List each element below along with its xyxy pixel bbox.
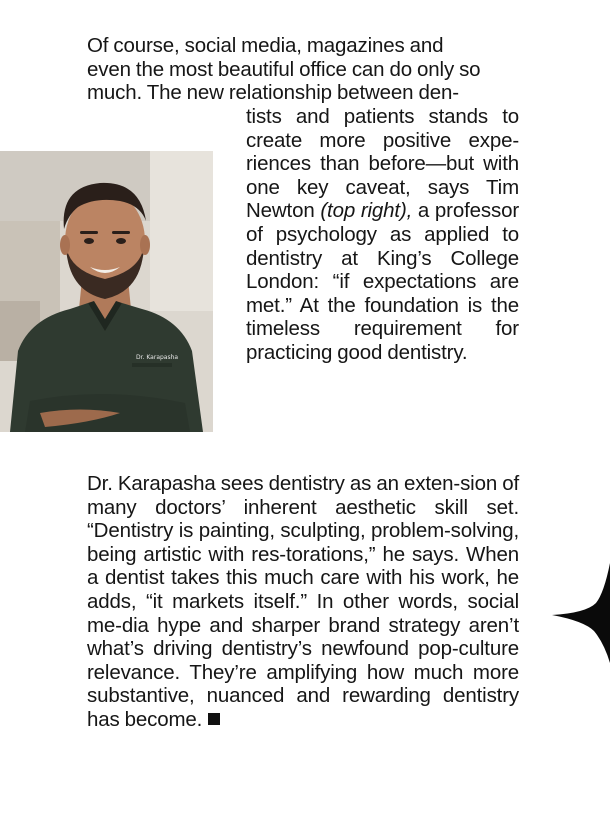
article-text: Dr. Karapasha sees dentistry as an exten-sion of many doctors’ inherent aesthetic skill set. “Dentistry is painting, sculpting, problem-solving, being artistic with res-torations,” he says. When a dentist takes this much care with his work, he adds, “it markets itself.” In other words, social me-dia hype and sharper brand strategy aren’t what’s driving dentistry’s newfound pop-culture relevance. They’re amplifying how much more substantive, nuanced and rewarding dentistry has become.: [87, 472, 519, 731]
article-text: a professor of psychology as applied to dentistry at King’s College London: “if expectations are met.” At the foundation is the timeless requirement for practicing good dentistry.: [246, 199, 520, 364]
end-of-article-mark: [208, 713, 220, 725]
dentist-portrait-photo: [0, 151, 213, 432]
article-text: tists and patients stands to create more positive expe-riences than before—but with one key caveat, says Tim Newton: [246, 105, 519, 223]
article-paragraph-2: [87, 472, 519, 732]
article-paragraph-1-top: [87, 34, 519, 105]
caption-reference: (top right),: [320, 199, 413, 223]
scrub-embroidery: Dr. Karapasha: [136, 354, 179, 361]
article-line: much. The new relationship between den-: [87, 81, 459, 105]
decorative-star-shape: [552, 563, 610, 663]
article-line: even the most beautiful office can do only so: [87, 57, 481, 81]
article-line: Of course, social media, magazines and: [87, 34, 444, 57]
article-paragraph-1-wrap: [246, 105, 519, 365]
